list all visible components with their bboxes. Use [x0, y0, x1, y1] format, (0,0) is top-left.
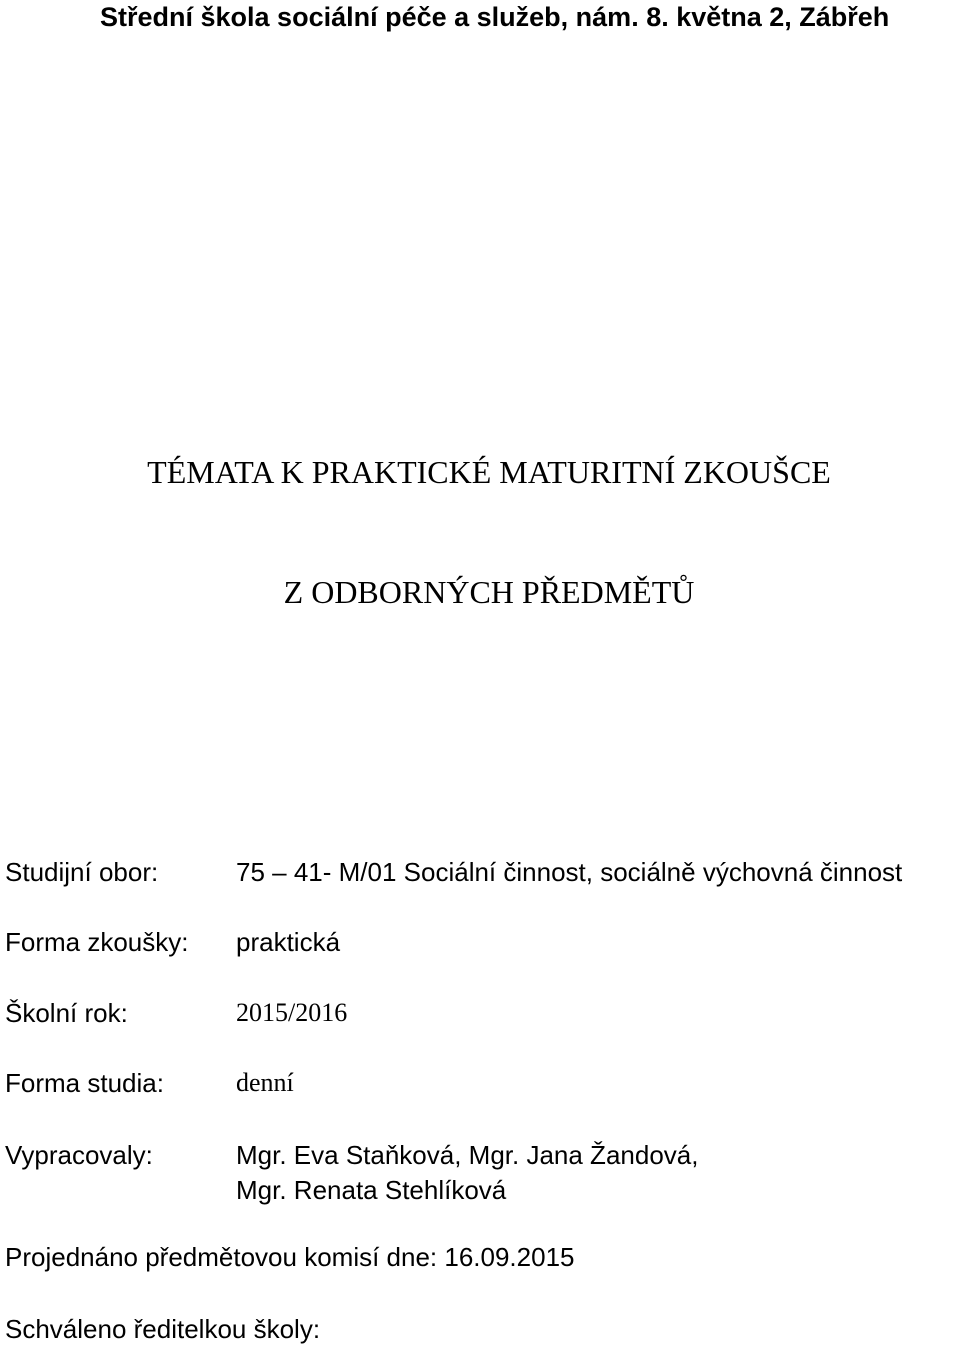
field-value-skolni-rok: 2015/2016: [236, 998, 348, 1027]
field-label-skolni-rok: Školní rok:: [5, 998, 128, 1028]
field-label-vypracovaly: Vypracovaly:: [5, 1140, 153, 1170]
field-label-forma-studia: Forma studia:: [5, 1068, 164, 1098]
field-value-forma-studia: denní: [236, 1068, 294, 1097]
field-value-vypracovaly-line1: Mgr. Eva Staňková, Mgr. Jana Žandová,: [236, 1140, 699, 1170]
document-subtitle: Z ODBORNÝCH PŘEDMĚTŮ: [283, 574, 695, 610]
field-value-forma-zkousky: praktická: [236, 927, 341, 957]
document-title: TÉMATA K PRAKTICKÉ MATURITNÍ ZKOUŠCE: [147, 454, 831, 490]
footer-projednano: Projednáno předmětovou komisí dne: 16.09.2015: [5, 1242, 575, 1272]
footer-schvaleno: Schváleno ředitelkou školy:: [5, 1314, 321, 1344]
school-header: Střední škola sociální péče a služeb, nám. 8. května 2, Zábřeh: [100, 2, 890, 32]
field-value-vypracovaly-line2: Mgr. Renata Stehlíková: [236, 1175, 507, 1205]
field-label-obor: Studijní obor:: [5, 857, 159, 887]
field-label-forma-zkousky: Forma zkoušky:: [5, 927, 189, 957]
field-value-obor: 75 – 41- M/01 Sociální činnost, sociálně výchovná činnost: [236, 857, 903, 887]
